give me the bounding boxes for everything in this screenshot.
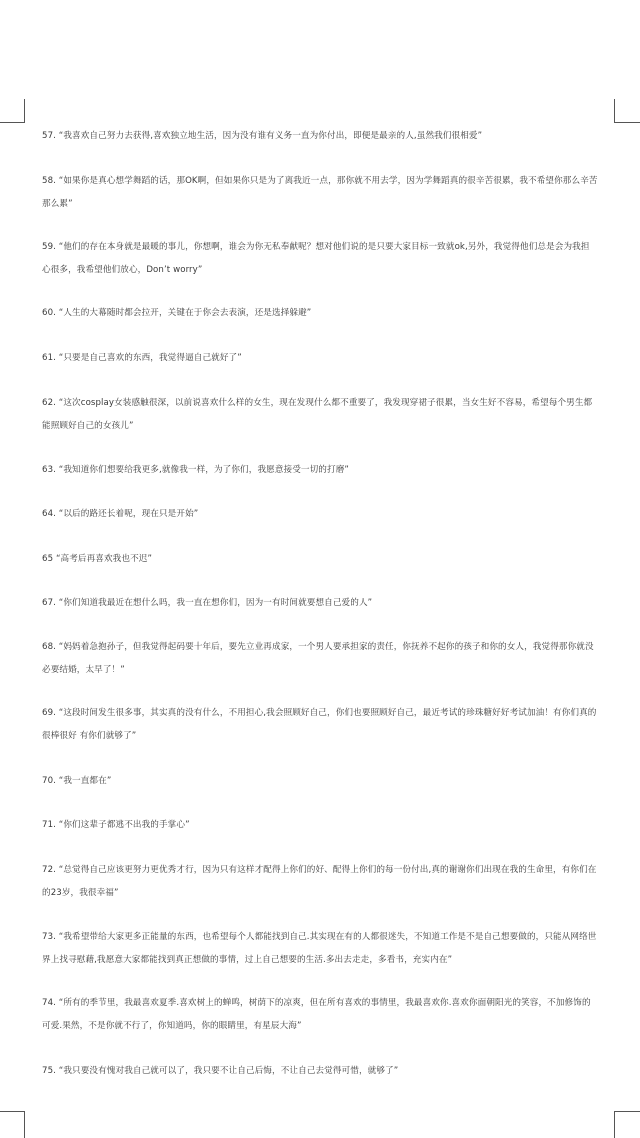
- crop-mark-top-left-horizontal: [0, 122, 25, 123]
- crop-mark-top-right-horizontal: [614, 122, 640, 123]
- quote-59: 59. “他们的存在本身就是最暖的事儿，你想啊，谁会为你无私奉献呢？想对他们说的是只要大家目标一致就ok,另外，我觉得他们总是会为我担心很多，我希望他们放心，Don’t worry”: [42, 242, 590, 275]
- quote-61: 61. “只要是自己喜欢的东西，我觉得逼自己就好了”: [42, 353, 242, 363]
- quote-65: 65 “高考后再喜欢我也不迟”: [42, 554, 153, 564]
- quote-68: 68. “妈妈着急抱孙子，但我觉得起码要十年后，要先立业再成家，一个男人要承担家的责任，你抚养不起你的孩子和你的女人，我觉得那你就没必要结婚，太早了！”: [42, 642, 594, 675]
- quote-75: 75. “我只要没有愧对我自己就可以了，我只要不让自己后悔，不让自己去觉得可惜，就够了”: [42, 1066, 399, 1076]
- quote-57: 57. “我喜欢自己努力去获得,喜欢独立地生活，因为没有谁有义务一直为你付出，即便是最亲的人,虽然我们很相爱”: [42, 131, 483, 141]
- crop-mark-top-right-vertical: [614, 99, 615, 123]
- quote-74: 74. “所有的季节里，我最喜欢夏季.喜欢树上的蝉鸣，树荫下的凉爽，但在所有喜欢的事情里，我最喜欢你.喜欢你面朝阳光的笑容，不加修饰的可爱.果然，不是你就不行了，你知道吗，你的眼睛里，有星辰大海”: [42, 998, 591, 1031]
- quote-58: 58. “如果你是真心想学舞蹈的话，那OK啊，但如果你只是为了离我近一点，那你就不用去学，因为学舞蹈真的很辛苦很累，我不希望你那么辛苦那么累”: [42, 176, 598, 209]
- crop-mark-bottom-left-vertical: [24, 1111, 25, 1138]
- crop-mark-bottom-right-vertical: [614, 1111, 615, 1138]
- crop-mark-bottom-left-horizontal: [0, 1111, 25, 1112]
- quote-70: 70. “我一直都在”: [42, 776, 112, 786]
- quote-63: 63. “我知道你们想要给我更多,就像我一样，为了你们，我愿意接受一切的打磨”: [42, 465, 349, 475]
- quote-73: 73. “我希望带给大家更多正能量的东西，也希望每个人都能找到自己.其实现在有的人都很迷失，不知道工作是不是自己想要做的，只能从网络世界上找寻慰藉,我愿意大家都能找到真正想做的事情，过上自己想要的生活.多出去走走，多看书，充实内在”: [42, 932, 597, 965]
- quote-72: 72. “总觉得自己应该更努力更优秀才行，因为只有这样才配得上你们的好、配得上你们的每一份付出,真的谢谢你们出现在我的生命里，有你们在的23岁，我很幸福”: [42, 865, 597, 898]
- quote-69: 69. “这段时间发生很多事，其实真的没有什么，不用担心,我会照顾好自己，你们也要照顾好自己，最近考试的珍珠糖好好考试加油！有你们真的很棒很好 有你们就够了”: [42, 708, 597, 741]
- quote-64: 64. “以后的路还长着呢，现在只是开始”: [42, 509, 199, 519]
- quote-67: 67. “你们知道我最近在想什么吗，我一直在想你们，因为一有时间就要想自己爱的人”: [42, 598, 373, 608]
- quote-62: 62. “这次cosplay女装感触很深，以前说喜欢什么样的女生，现在发现什么都不重要了，我发现穿裙子很累，当女生好不容易，希望每个男生都能照顾好自己的女孩儿”: [42, 398, 593, 431]
- crop-mark-bottom-right-horizontal: [614, 1111, 640, 1112]
- quote-71: 71. “你们这辈子都逃不出我的手掌心”: [42, 820, 190, 830]
- quote-60: 60. “人生的大幕随时都会拉开，关键在于你会去表演，还是选择躲避”: [42, 308, 312, 318]
- crop-mark-top-left-vertical: [24, 99, 25, 123]
